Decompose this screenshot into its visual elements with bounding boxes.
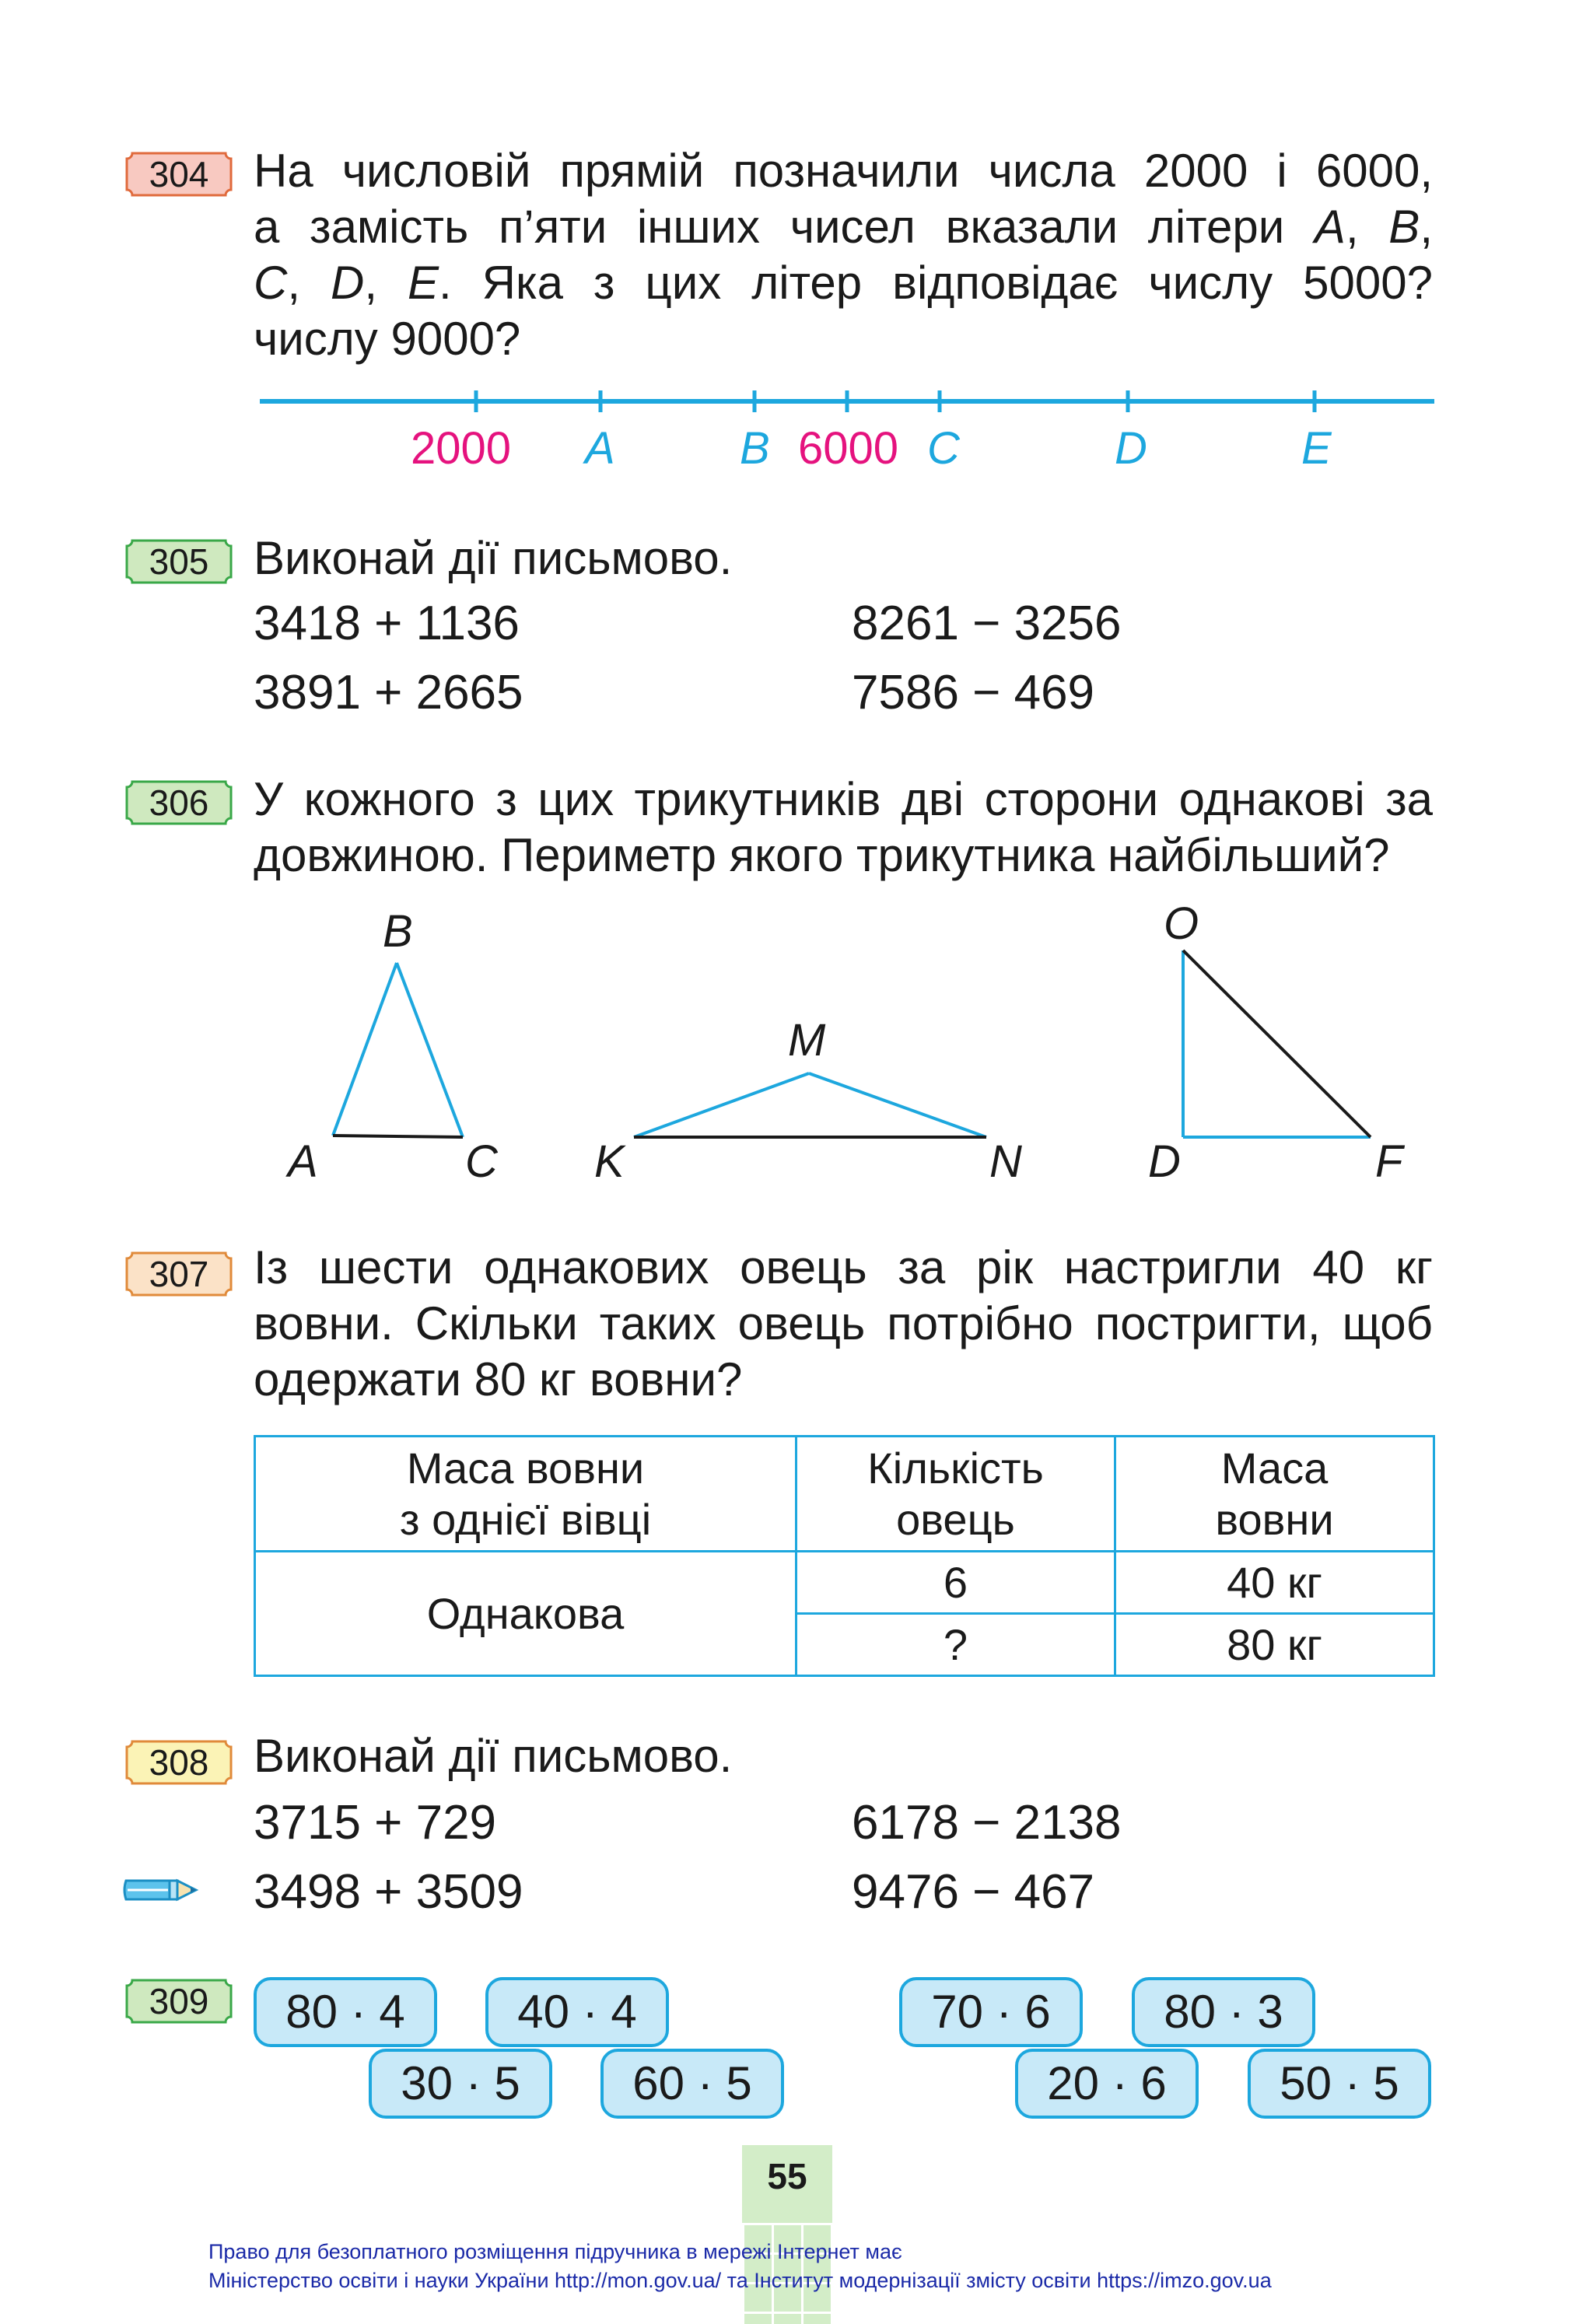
task-307-line-3: одержати 80 кг вовни? — [254, 1353, 743, 1405]
cell-same: Однакова — [255, 1552, 796, 1676]
task-304-line-1: На числовій прямій позначили числа 2000 і 6000, — [254, 145, 1433, 197]
task-308-expr-4: 9476 − 467 — [852, 1865, 1095, 1919]
expression-chip: 40 · 4 — [485, 1977, 669, 2047]
task-304-line-2: а замість п’яти інших чисел вказали літери A, B, — [254, 201, 1433, 253]
number-line — [257, 387, 1439, 418]
number-line-label-6000: 6000 — [798, 423, 899, 474]
cell-mass-row2: 80 кг — [1115, 1614, 1434, 1676]
number-line-label-b: B — [740, 423, 770, 474]
task-308-expr-3: 3498 + 3509 — [254, 1865, 523, 1919]
vertex-label-c: C — [465, 1136, 498, 1187]
vertex-label-o: O — [1164, 898, 1199, 949]
task-305-expr-4: 7586 − 469 — [852, 666, 1095, 719]
expression-chip: 80 · 3 — [1132, 1977, 1315, 2047]
task-number: 307 — [149, 1254, 209, 1294]
wool-table — [254, 1435, 1435, 1677]
task-number-badge-307 — [124, 1251, 233, 1297]
expression-chip: 60 · 5 — [600, 2049, 784, 2119]
task-304-line-4: числу 9000? — [254, 313, 521, 365]
task-number-badge-305 — [124, 538, 233, 585]
expression-chip: 20 · 6 — [1015, 2049, 1199, 2119]
number-line-label-c: C — [927, 423, 960, 474]
cell-mass-row1: 40 кг — [1115, 1552, 1434, 1614]
triangle-abc — [333, 963, 463, 1137]
task-308-expr-1: 3715 + 729 — [254, 1796, 497, 1850]
header-sheep-count: Кількість овець — [796, 1437, 1115, 1552]
task-number-badge-304 — [124, 151, 233, 198]
expression-chip: 30 · 5 — [369, 2049, 552, 2119]
task-306-line-2: довжиною. Периметр якого трикутника найбільший? — [254, 829, 1390, 881]
task-307-line-2: вовни. Скільки таких овець потрібно постригти, щоб — [254, 1297, 1433, 1349]
vertex-label-b: B — [383, 906, 413, 957]
triangle-kmn — [634, 1073, 986, 1137]
pencil-icon — [121, 1873, 199, 1907]
footer-line-1: Право для безоплатного розміщення підручника в мережі Інтернет має — [208, 2240, 902, 2263]
task-308-expr-2: 6178 − 2138 — [852, 1796, 1122, 1850]
task-number: 306 — [149, 782, 209, 823]
task-number: 309 — [149, 1981, 209, 2021]
task-304-line-3: C, D, E. Яка з цих літер відповідає числу 5000? — [254, 257, 1434, 309]
expression-chip: 70 · 6 — [899, 1977, 1083, 2047]
task-number: 304 — [149, 154, 209, 194]
triangle-odf — [1183, 950, 1371, 1137]
vertex-label-a: A — [288, 1136, 318, 1187]
vertex-label-k: K — [594, 1136, 625, 1187]
vertex-label-d: D — [1148, 1136, 1181, 1187]
header-total-mass: Маса вовни — [1115, 1437, 1434, 1552]
task-307-line-1: Із шести однакових овець за рік настригли 40 кг — [254, 1241, 1433, 1293]
task-305-expr-2: 8261 − 3256 — [852, 597, 1122, 650]
task-number-badge-306 — [124, 779, 233, 826]
number-line-label-a: A — [585, 423, 615, 474]
vertex-label-n: N — [989, 1136, 1022, 1187]
task-306-line-1: У кожного з цих трикутників дві сторони однакові за — [254, 773, 1433, 825]
task-305-instruction: Виконай дії письмово. — [254, 532, 733, 584]
header-mass-per-sheep: Маса вовни з однієї вівці — [255, 1437, 796, 1552]
vertex-label-m: M — [788, 1015, 826, 1066]
number-line-label-d: D — [1115, 423, 1147, 474]
expression-chip: 80 · 4 — [254, 1977, 437, 2047]
task-number: 305 — [149, 541, 209, 582]
vertex-label-f: F — [1375, 1136, 1403, 1187]
number-line-label-e: E — [1301, 423, 1332, 474]
expression-chip: 50 · 5 — [1248, 2049, 1431, 2119]
task-number: 308 — [149, 1742, 209, 1783]
task-305-expr-3: 3891 + 2665 — [254, 666, 523, 719]
number-line-label-2000: 2000 — [411, 423, 512, 474]
task-number-badge-308 — [124, 1739, 233, 1786]
task-305-expr-1: 3418 + 1136 — [254, 597, 520, 650]
page-number: 55 — [767, 2156, 807, 2196]
cell-count-row2: ? — [796, 1614, 1115, 1676]
task-308-instruction: Виконай дії письмово. — [254, 1730, 733, 1782]
task-number-badge-309 — [124, 1978, 233, 2025]
page-number-tab — [742, 2145, 832, 2324]
footer-line-2: Міністерство освіти і науки України http://mon.gov.ua/ та Інститут модернізації змісту освіти https://imzo.gov.ua — [208, 2269, 1272, 2292]
cell-count-row1: 6 — [796, 1552, 1115, 1614]
